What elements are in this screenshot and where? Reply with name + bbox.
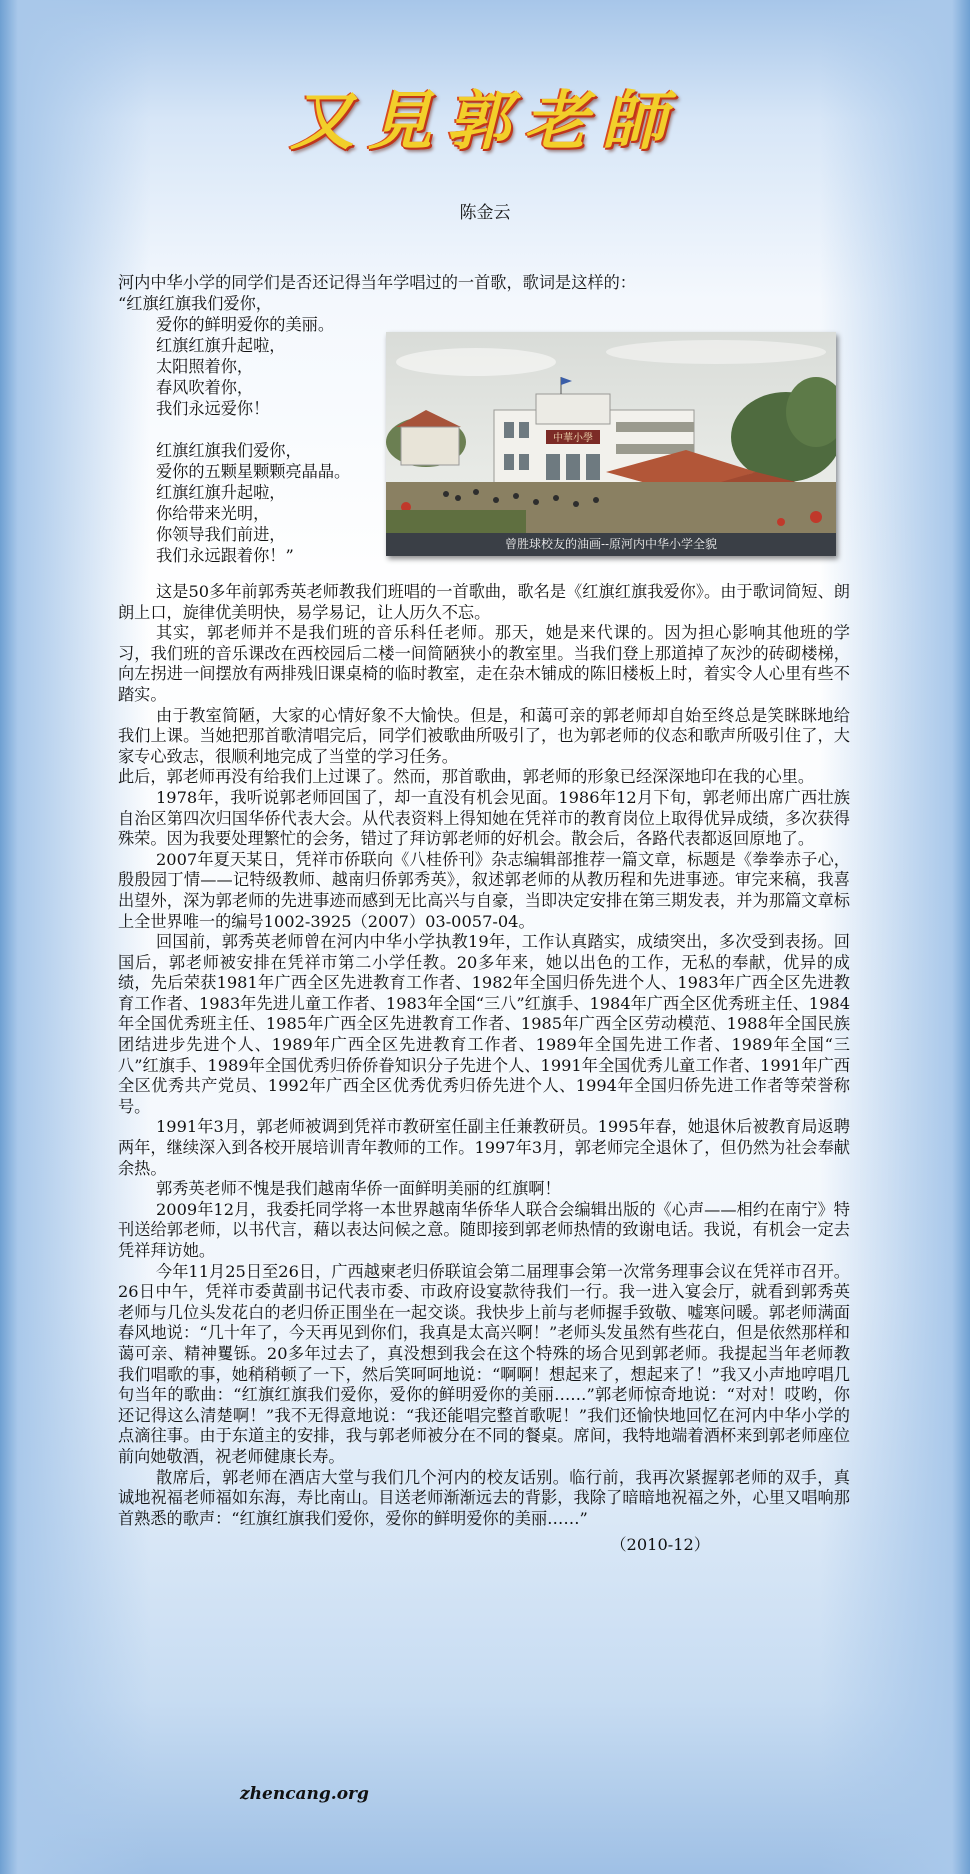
song-line: 太阳照着你，: [156, 357, 254, 376]
song-line: 爱你的五颗星颗颗亮晶晶。: [156, 462, 351, 481]
song-line: 我们永远跟着你！”: [156, 546, 294, 565]
song-line: 爱你的鲜明爱你的美丽。: [156, 315, 335, 334]
article-paragraph: 今年11月25日至26日，广西越柬老归侨联谊会第二届理事会第一次常务理事会议在凭祥市召开。26日中午，凭祥市委黄副书记代表市委、市政府设宴款待我们一行。我一进入宴会厅，就看到郭秀英老师与几位头发花白的老归侨正围坐在一起交谈。我快步上前与老师握手致敬、嘘寒问暖。郭老师满面春风地说：“几十年了，今天再见到你们，我真是太高兴啊！”老师头发虽然有些花白，但是依然那样和蔼可亲、精神矍铄。20多年过去了，真没想到我会在这个特殊的场合见到郭老师。我提起当年老师教我们唱歌的事，她稍稍顿了一下，然后笑呵呵地说：“啊啊！想起来了，想起来了！”我又小声地哼唱几句当年的歌曲：“红旗红旗我们爱你，爱你的鲜明爱你的美丽……”郭老师惊奇地说：“对对！哎哟，你还记得这么清楚啊！”我不无得意地说：“我还能唱完整首歌呢！”我们还愉快地回忆在河内中华小学的点滴往事。由于东道主的安排，我与郭老师被分在不同的餐桌。席间，我特地端着酒杯来到郭老师座位前向她敬酒，祝老师健康长寿。: [118, 1261, 850, 1466]
song-lyrics: [118, 293, 378, 566]
painting-caption: 曾胜球校友的油画--原河内中华小学全貌: [386, 533, 836, 556]
article-paragraph: 1978年，我听说郭老师回国了，却一直没有机会见面。1986年12月下旬，郭老师出席广西壮族自治区第四次归国华侨代表大会。从代表资料上得知她在凭祥市的教育岗位上取得优异成绩，多次获得殊荣。因为我要处理繁忙的会务，错过了拜访郭老师的好机会。散会后，各路代表都返回原地了。: [118, 787, 850, 849]
article-paragraph: 回国前，郭秀英老师曾在河内中华小学执教19年，工作认真踏实，成绩突出，多次受到表扬。回国后，郭老师被安排在凭祥市第二小学任教。20多年来，她以出色的工作，无私的奉献，优异的成绩，先后荣获1981年广西全区先进教育工作者、1982年全国归侨先进个人、1983年广西全区先进教育工作者、1983年先进儿童工作者、1983年全国“三八”红旗手、1984年广西全区优秀班主任、1984年全国优秀班主任、1985年广西全区先进教育工作者、1985年广西全区劳动模范、1988年全国民族团结进步先进个人、1989年广西全区先进教育工作者、1989年全国先进工作者、1989年全国“三八”红旗手、1989年全国优秀归侨侨眷知识分子先进个人、1991年全国优秀儿童工作者、1991年广西全区优秀共产党员、1992年广西全区优秀优秀归侨先进个人、1994年全国归侨先进工作者等荣誉称号。: [118, 932, 850, 1116]
song-line: 红旗红旗我们爱你，: [156, 441, 302, 460]
page-title: 又見郭老師: [290, 84, 680, 159]
article-paragraph: 2009年12月，我委托同学将一本世界越南华侨华人联合会编辑出版的《心声——相约在南宁》特刊送给郭老师，以书代言，藉以表达问候之意。随即接到郭老师热情的致谢电话。我说，有机会一定去凭祥拜访她。: [118, 1199, 850, 1260]
school-sign-text: 中華小學: [553, 433, 593, 444]
article-paragraph: 由于教室简陋，大家的心情好象不大愉快。但是，和蔼可亲的郭老师却自始至终总是笑眯眯地给我们上课。当她把那首歌清唱完后，同学们被歌曲所吸引了，也为郭老师的仪态和歌声所吸引住了，大家专心致志，很顺利地完成了当堂的学习任务。: [118, 705, 850, 766]
song-line: 我们永远爱你！: [156, 399, 270, 418]
article-paragraph: 郭秀英老师不愧是我们越南华侨一面鲜明美丽的红旗啊！: [156, 1179, 561, 1199]
school-painting-image: [386, 332, 836, 533]
article-paragraph: 其实，郭老师并不是我们班的音乐科任老师。那天，她是来代课的。因为担心影响其他班的学习，我们班的音乐课改在西校园后二楼一间简陋狭小的教室里。当我们登上那道掉了灰沙的砖砌楼梯，向左拐进一间摆放有两排残旧课桌椅的临时教室，走在杂木铺成的陈旧楼板上时，着实令人心里有些不踏实。: [118, 623, 850, 704]
song-line: 红旗红旗升起啦，: [156, 483, 286, 502]
article-body: [118, 582, 850, 1556]
song-line: 你领导我们前进，: [156, 525, 286, 544]
song-line: 春风吹着你，: [156, 378, 254, 397]
article-paragraph: 2007年夏天某日，凭祥市侨联向《八桂侨刊》杂志编辑部推荐一篇文章，标题是《拳拳赤子心，殷殷园丁情——记特级教师、越南归侨郭秀英》，叙述郭老师的从教历程和先进事迹。审完来稿，我喜出望外，深为郭老师的先进事迹而感到无比高兴与自豪，当即决定安排在第三期发表，并为那篇文章标上全世界唯一的编号1002-3925（2007）03-0057-04。: [118, 849, 850, 931]
article-paragraph: 散席后，郭老师在酒店大堂与我们几个河内的校友话别。临行前，我再次紧握郭老师的双手，真诚地祝福老师福如东海，寿比南山。目送老师渐渐远去的背影，我除了暗暗地祝福之外，心里又唱响那首熟悉的歌声：“红旗红旗我们爱你，爱你的鲜明爱你的美丽……”: [118, 1467, 850, 1528]
intro-paragraph: 河内中华小学的同学们是否还记得当年学唱过的一首歌，歌词是这样的：: [118, 273, 636, 292]
song-line: 你给带来光明，: [156, 504, 270, 523]
author-name: 陈金云: [459, 203, 511, 223]
song-line: [118, 419, 378, 440]
school-painting: [386, 332, 836, 556]
song-line: “红旗红旗我们爱你，: [118, 294, 272, 313]
article-date: （2010-12）: [610, 1535, 710, 1555]
article-paragraph: 此后，郭老师再没有给我们上过课了。然而，那首歌曲，郭老师的形象已经深深地印在我的心里。: [118, 767, 815, 787]
song-line: 红旗红旗升起啦，: [156, 336, 286, 355]
article-paragraph: 这是50多年前郭秀英老师教我们班唱的一首歌曲，歌名是《红旗红旗我爱你》。由于歌词简短、朗朗上口，旋律优美明快，易学易记，让人历久不忘。: [118, 582, 850, 622]
article-paragraph: 1991年3月，郭老师被调到凭祥市教研室任副主任兼教研员。1995年春，她退休后被教育局返聘两年，继续深入到各校开展培训青年教师的工作。1997年3月，郭老师完全退休了，但仍然为社会奉献余热。: [118, 1117, 850, 1178]
site-footer[interactable]: zhencang.org: [240, 1784, 369, 1804]
